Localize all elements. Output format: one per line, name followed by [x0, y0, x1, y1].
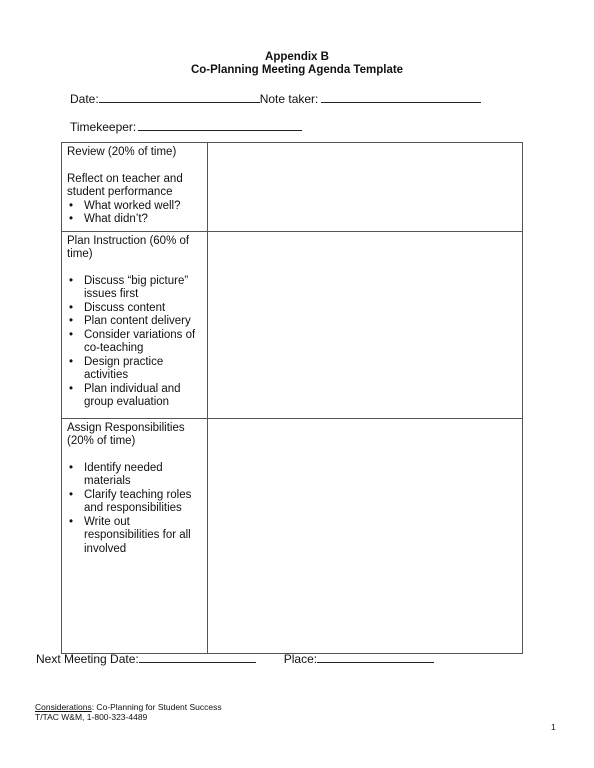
assign-heading: Assign Responsibilities (20% of time): [67, 421, 185, 447]
plan-cell: [62, 231, 208, 418]
date-label: Date:: [70, 92, 99, 106]
agenda-row-review: [62, 143, 523, 232]
review-list: [67, 200, 203, 227]
agenda-row-plan: [62, 231, 523, 418]
page-number: 1: [551, 722, 556, 732]
list-item: • What worked well?: [84, 200, 203, 214]
review-subheading: Reflect on teacher and student performance: [67, 172, 183, 198]
assign-notes-cell[interactable]: [208, 418, 523, 653]
plan-heading: Plan Instruction (60% of time): [67, 234, 190, 260]
considerations-text: : Co-Planning for Student Success: [91, 702, 222, 712]
date-blank[interactable]: [99, 91, 260, 103]
timekeeper-row: [70, 119, 302, 134]
list-item: • Identify needed materials: [84, 462, 203, 489]
review-cell: [62, 143, 208, 232]
timekeeper-label: Timekeeper:: [70, 120, 137, 134]
list-item: • Write out responsibilities for all involved: [84, 516, 203, 557]
note-taker-label: Note taker:: [259, 92, 319, 106]
list-item: • Plan individual and group evaluation: [84, 383, 203, 410]
list-item: • Discuss “big picture” issues first: [84, 275, 203, 302]
note-taker-blank[interactable]: [321, 91, 481, 103]
review-notes-cell[interactable]: [208, 143, 523, 232]
next-meeting-date-blank[interactable]: [139, 651, 256, 663]
list-item: • Design practice activities: [84, 356, 203, 383]
date-note-taker-row: [70, 91, 481, 106]
list-item: • What didn’t?: [84, 213, 203, 227]
next-meeting-date-label: Next Meeting Date:: [36, 652, 139, 666]
next-meeting-row: [36, 651, 434, 666]
appendix-label: Appendix B: [265, 51, 329, 63]
plan-list: [67, 275, 203, 410]
considerations-label: Considerations: [35, 702, 92, 712]
place-blank[interactable]: [317, 651, 434, 663]
assign-cell: [62, 418, 208, 653]
assign-list: [67, 462, 203, 557]
list-item: • Discuss content: [84, 302, 203, 316]
place-label: Place:: [283, 652, 318, 666]
timekeeper-blank[interactable]: [138, 119, 302, 131]
document-title: Co-Planning Meeting Agenda Template: [190, 64, 404, 76]
footer-considerations: [35, 702, 222, 712]
agenda-table: [61, 142, 523, 654]
list-item: • Plan content delivery: [84, 315, 203, 329]
review-heading: Review (20% of time): [67, 146, 177, 158]
footer-contact: T/TAC W&M, 1-800-323-4489: [35, 712, 148, 722]
plan-notes-cell[interactable]: [208, 231, 523, 418]
agenda-row-assign: [62, 418, 523, 653]
list-item: • Clarify teaching roles and responsibilities: [84, 489, 203, 516]
list-item: • Consider variations of co-teaching: [84, 329, 203, 356]
